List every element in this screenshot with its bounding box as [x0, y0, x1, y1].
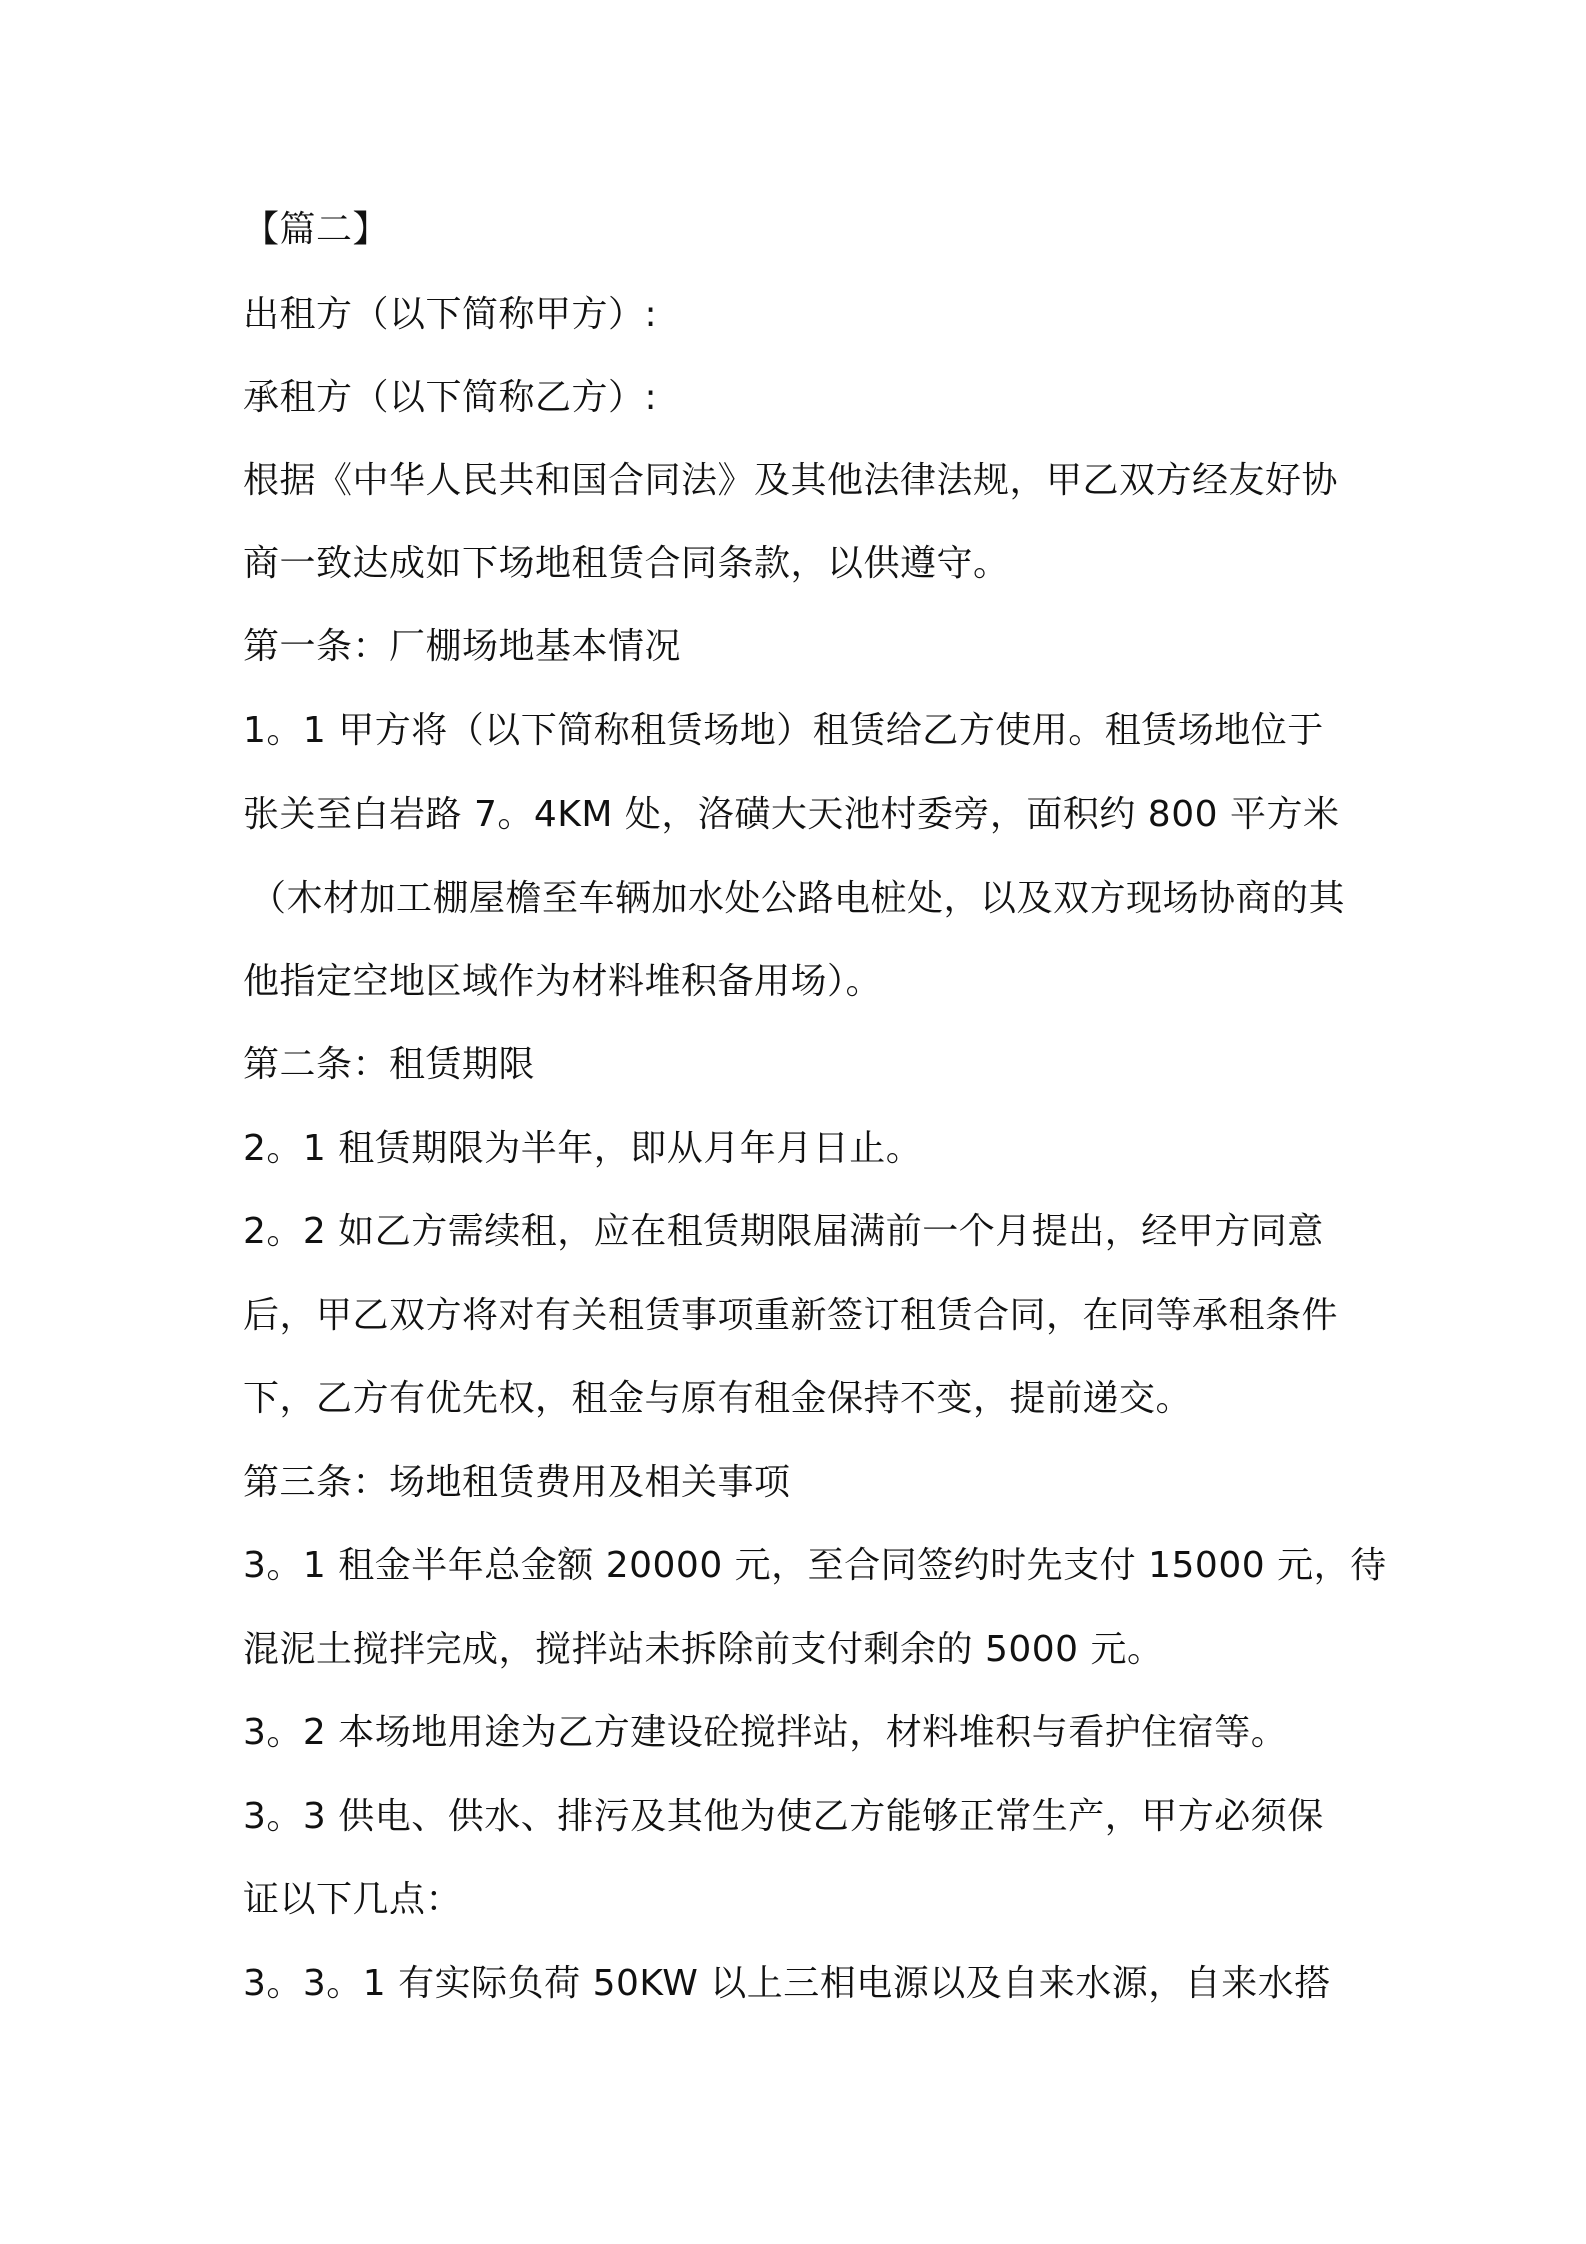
paragraph-line: 3。3 供电、供水、排污及其他为使乙方能够正常生产，甲方必须保: [243, 1796, 1324, 1837]
paragraph-line: 3。1 租金半年总金额 20000 元，至合同签约时先支付 15000 元，待: [243, 1545, 1387, 1586]
paragraph-line: 根据《中华人民共和国合同法》及其他法律法规，甲乙双方经友好协: [243, 460, 1339, 501]
article-heading: 第二条：租赁期限: [243, 1044, 536, 1085]
paragraph-line: 混泥土搅拌完成，搅拌站未拆除前支付剩余的 5000 元。: [243, 1629, 1164, 1670]
paragraph-line: 3。2 本场地用途为乙方建设砼搅拌站，材料堆积与看护住宿等。: [243, 1712, 1288, 1753]
paragraph-line: 后，甲乙双方将对有关租赁事项重新签订租赁合同，在同等承租条件: [243, 1295, 1339, 1336]
paragraph-line: 商一致达成如下场地租赁合同条款，以供遵守。: [243, 543, 1010, 584]
paragraph-line: 证以下几点：: [243, 1879, 463, 1920]
paragraph-line: 3。3。1 有实际负荷 50KW 以上三相电源以及自来水源，自来水搭: [243, 1963, 1331, 2004]
section-heading: 【篇二】: [243, 209, 390, 250]
paragraph-line: 下，乙方有优先权，租金与原有租金保持不变，提前递交。: [243, 1378, 1193, 1419]
paragraph-line: 2。1 租赁期限为半年，即从月年月日止。: [243, 1128, 923, 1169]
article-heading: 第三条：场地租赁费用及相关事项: [243, 1462, 791, 1503]
paragraph-line: 他指定空地区域作为材料堆积备用场）。: [243, 961, 883, 1002]
paragraph-line: （木材加工棚屋檐至车辆加水处公路电桩处，以及双方现场协商的其: [250, 878, 1346, 919]
paragraph-line: 2。2 如乙方需续租，应在租赁期限届满前一个月提出，经甲方同意: [243, 1211, 1324, 1252]
paragraph-line: 张关至白岩路 7。4KM 处，洛磺大天池村委旁，面积约 800 平方米: [243, 794, 1340, 835]
paragraph-line: 1。1 甲方将（以下简称租赁场地）租赁给乙方使用。租赁场地位于: [243, 710, 1324, 751]
article-heading: 第一条：厂棚场地基本情况: [243, 626, 682, 667]
lessor-line: 出租方（以下简称甲方）:: [243, 294, 658, 335]
lessee-line: 承租方（以下简称乙方）:: [243, 377, 658, 418]
